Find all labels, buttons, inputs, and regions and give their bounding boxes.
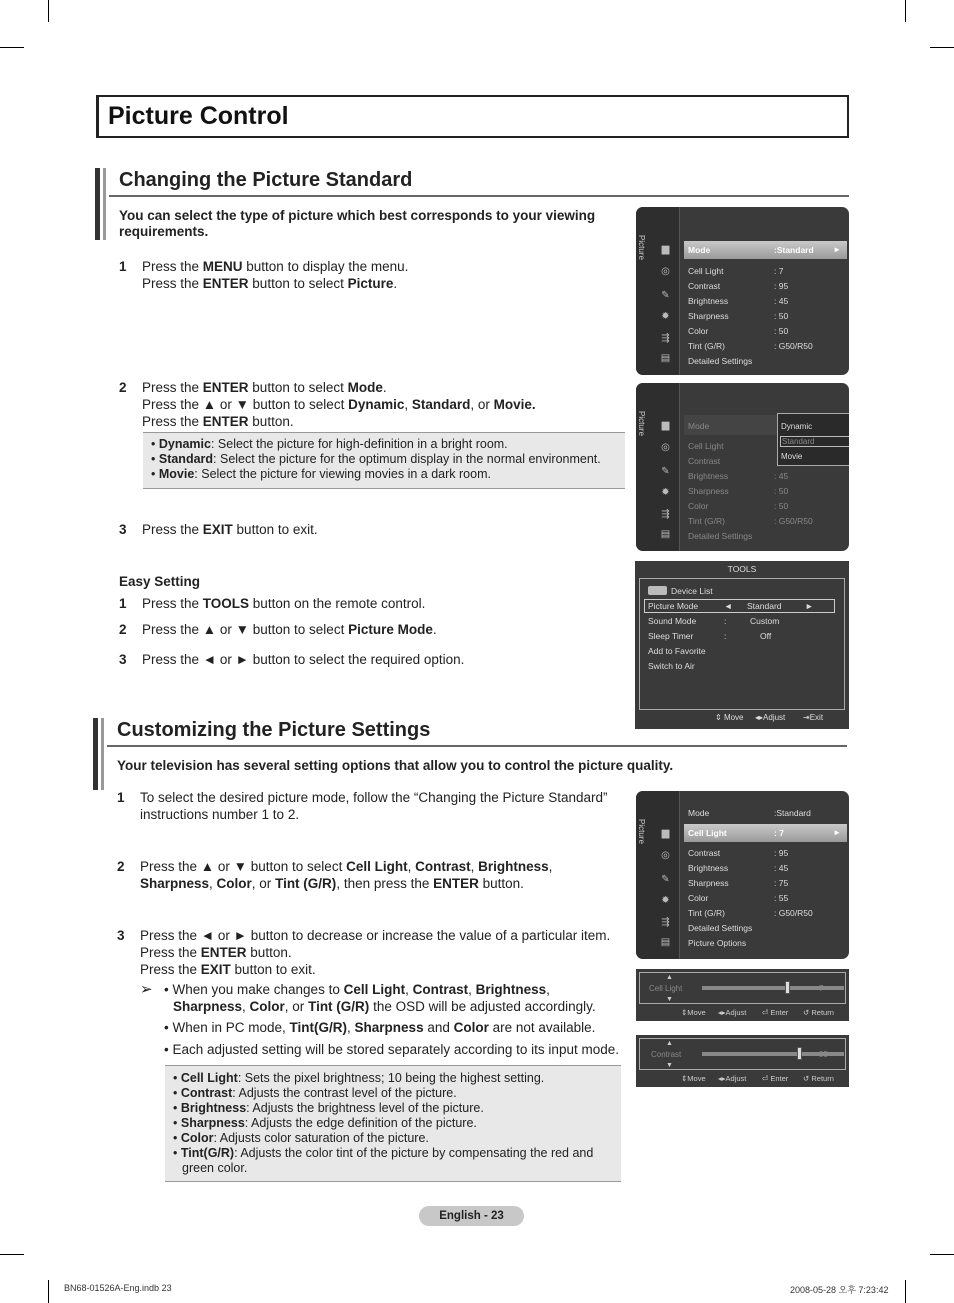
osd-menu-row[interactable]: Brightness : 45: [688, 471, 789, 481]
osd-menu-row[interactable]: Cell Light : 7: [688, 266, 784, 276]
app-icon: ▤: [660, 353, 671, 364]
section2-title: Customizing the Picture Settings: [117, 719, 431, 741]
step-number: 1: [119, 596, 127, 611]
section-marker: [101, 718, 104, 790]
right-arrow-icon: ►: [833, 245, 841, 254]
osd-menu-row[interactable]: Sharpness : 50: [688, 311, 789, 321]
setup-icon: ✹: [661, 487, 670, 498]
dropdown-option[interactable]: Movie: [781, 452, 803, 461]
return-hint: ↺ Return: [803, 1074, 834, 1083]
setup-icon: ✹: [661, 311, 670, 322]
osd-mode-dropdown-menu: [636, 383, 849, 551]
move-hint: ⇕ Move: [715, 713, 744, 722]
step-number: 2: [119, 622, 127, 637]
step-number: 2: [117, 859, 125, 874]
channel-icon: ✎: [661, 466, 670, 477]
section2-intro: Your television has several setting options that allow you to control the picture quality.: [117, 758, 674, 773]
step-text: Press the ◄ or ► button to decrease or increase the value of a particular item. Press the ENTER button. Press the EXIT button to exit.: [140, 928, 611, 977]
osd-menu-row[interactable]: Cell Light: [688, 441, 724, 451]
osd-cell-light-row[interactable]: Cell Light : 7: [688, 828, 784, 838]
bar-value: 95: [819, 1050, 828, 1059]
picture-icon: ▆: [661, 828, 670, 839]
picture-icon: ▆: [661, 420, 670, 431]
tools-menu: [635, 561, 849, 729]
input-icon: ⇶: [661, 333, 670, 344]
step-number: 1: [117, 790, 125, 805]
osd-menu-row[interactable]: Detailed Settings: [688, 923, 753, 933]
osd-menu-row[interactable]: Tint (G/R) : G50/R50: [688, 341, 813, 351]
file-name: BN68-01526A-Eng.indb 23: [64, 1283, 172, 1293]
right-arrow-icon: ►: [805, 601, 814, 611]
enter-hint: ⏎ Enter: [762, 1074, 789, 1083]
sound-icon: ◎: [661, 442, 670, 453]
colon-separator: :: [724, 631, 727, 641]
switch-air-item[interactable]: Switch to Air: [648, 661, 695, 671]
osd-menu-row[interactable]: Detailed Settings: [688, 531, 753, 541]
osd-mode-row: Mode :Standard: [688, 808, 811, 818]
osd-menu-row[interactable]: Detailed Settings: [688, 356, 753, 366]
step-text: Press the ▲ or ▼ button to select Picture Mode.: [142, 622, 437, 637]
osd-menu-row[interactable]: Sharpness : 50: [688, 486, 789, 496]
contrast-adjust-bar: [636, 1035, 849, 1087]
app-icon: ▤: [660, 937, 671, 948]
note-arrow-icon: ➢: [140, 981, 153, 998]
sleep-timer-item[interactable]: Sleep Timer: [648, 631, 694, 641]
move-hint: ⇕Move: [681, 1008, 706, 1017]
page-number: English - 23: [419, 1206, 524, 1226]
step-text: Press the ▲ or ▼ button to select Cell Light, Contrast, Brightness, Sharpness, Color, or Tint (G/R), then press the ENTER button.: [140, 859, 553, 891]
dropdown-option[interactable]: Dynamic: [781, 422, 813, 431]
device-list-item[interactable]: Device List: [671, 586, 713, 596]
dropdown-option-selected[interactable]: Standard: [780, 436, 849, 447]
mode-dropdown[interactable]: [777, 413, 849, 466]
step-text: Press the TOOLS button on the remote control.: [142, 596, 426, 611]
osd-menu-row[interactable]: Color : 50: [688, 326, 789, 336]
step-number: 3: [117, 928, 125, 943]
cell-light-adjust-bar: [636, 969, 849, 1021]
anynet-icon: [648, 586, 667, 595]
app-icon: ▤: [660, 529, 671, 540]
divider: [109, 195, 849, 197]
osd-menu-row[interactable]: Color : 55: [688, 893, 789, 903]
osd-menu-row[interactable]: Tint (G/R) : G50/R50: [688, 908, 813, 918]
step-number: 3: [119, 522, 127, 537]
setup-icon: ✹: [661, 895, 670, 906]
osd-side-label: Picture: [637, 819, 646, 844]
note-text: • Each adjusted setting will be stored separately according to its input mode.: [164, 1042, 619, 1057]
bar-label: Cell Light: [649, 984, 683, 993]
add-favorite-item[interactable]: Add to Favorite: [648, 646, 706, 656]
input-icon: ⇶: [661, 917, 670, 928]
osd-menu-row[interactable]: Tint (G/R) : G50/R50: [688, 516, 813, 526]
osd-menu-row[interactable]: Contrast: [688, 456, 721, 466]
picture-mode-value: Standard: [747, 601, 782, 611]
channel-icon: ✎: [661, 874, 670, 885]
move-hint: ⇕Move: [681, 1074, 706, 1083]
section-marker: [93, 718, 98, 790]
settings-note-box: • Cell Light: Sets the pixel brightness; 10 being the highest setting. • Contrast: Adjusts the contrast level of the picture. • Brightness: Adjusts the brightness level of the picture. • Sharpness: Adjusts the edge definition of the picture. • Color: Adjusts color saturation of the picture. • Tint(G/R): Adjusts the color tint of the picture by compensating the red and green color.: [165, 1065, 621, 1182]
adjust-hint: ◂▸Adjust: [718, 1008, 747, 1017]
osd-cell-light-menu: [636, 791, 849, 959]
down-arrow-icon: ▼: [666, 996, 673, 1003]
colon-separator: :: [724, 616, 727, 626]
picture-mode-label: Picture Mode: [648, 601, 699, 611]
osd-menu-row[interactable]: Contrast : 95: [688, 848, 789, 858]
picture-icon: ▆: [661, 244, 670, 255]
osd-menu-row[interactable]: Sharpness : 75: [688, 878, 789, 888]
sound-icon: ◎: [661, 266, 670, 277]
bar-label: Contrast: [651, 1050, 682, 1059]
page-title: Picture Control: [108, 102, 289, 130]
step-number: 1: [119, 259, 127, 274]
sleep-timer-value: Off: [760, 631, 772, 641]
section1-title: Changing the Picture Standard: [119, 169, 413, 191]
osd-mode-row[interactable]: Mode :Standard: [688, 245, 814, 255]
step-text: To select the desired picture mode, follow the “Changing the Picture Standard” instructions number 1 to 2.: [140, 790, 608, 822]
section-marker: [103, 168, 106, 240]
osd-side-label: Picture: [637, 235, 646, 260]
page-title-box: [96, 95, 849, 138]
osd-menu-row[interactable]: Color : 50: [688, 501, 789, 511]
up-arrow-icon: ▲: [666, 1040, 673, 1047]
note-text: • When in PC mode, Tint(G/R), Sharpness and Color are not available.: [164, 1020, 596, 1035]
step-text: Press the ENTER button to select Mode. Press the ▲ or ▼ button to select Dynamic, Standard, or Movie. Press the ENTER button.: [142, 380, 536, 429]
channel-icon: ✎: [661, 290, 670, 301]
osd-menu-row[interactable]: Contrast : 95: [688, 281, 789, 291]
adjust-hint: ◂▸Adjust: [718, 1074, 747, 1083]
bar-value: 7: [819, 984, 824, 993]
input-icon: ⇶: [661, 509, 670, 520]
step-text: Press the MENU button to display the menu. Press the ENTER button to select Picture.: [142, 259, 409, 291]
step-text: Press the EXIT button to exit.: [142, 522, 318, 537]
osd-menu-row[interactable]: Brightness : 45: [688, 296, 789, 306]
right-arrow-icon: ►: [833, 828, 841, 837]
up-arrow-icon: ▲: [666, 974, 673, 981]
return-hint: ↺ Return: [803, 1008, 834, 1017]
step-number: 2: [119, 380, 127, 395]
sound-icon: ◎: [661, 850, 670, 861]
slider-knob[interactable]: [797, 1047, 802, 1060]
print-date: 2008-05-28 오후 7:23:42: [790, 1285, 889, 1295]
osd-side-label: Picture: [637, 411, 646, 436]
sound-mode-item[interactable]: Sound Mode: [648, 616, 697, 626]
osd-menu-row[interactable]: Brightness : 45: [688, 863, 789, 873]
osd-picture-menu: [636, 207, 849, 375]
left-arrow-icon: ◄: [724, 601, 733, 611]
enter-hint: ⏎ Enter: [762, 1008, 789, 1017]
easy-setting-title: Easy Setting: [119, 574, 201, 589]
exit-hint: ⇥Exit: [803, 713, 824, 722]
adjust-hint: ◂▸Adjust: [755, 713, 786, 722]
section1-intro: You can select the type of picture which best corresponds to your viewing requirements.: [119, 208, 596, 239]
note-text: • When you make changes to Cell Light, Contrast, Brightness, Sharpness, Color, or Tint (G/R) the OSD will be adjusted accordingly.: [164, 982, 596, 1014]
slider-knob[interactable]: [785, 981, 790, 994]
down-arrow-icon: ▼: [666, 1062, 673, 1069]
divider: [107, 745, 847, 747]
osd-mode-row: Mode: [688, 421, 710, 431]
mode-note-box: • Dynamic: Select the picture for high-definition in a bright room. • Standard: Select the picture for the optimum display in the normal environment. • Movie: Select the picture for viewing movies in a dark room.: [143, 432, 625, 489]
section-marker: [95, 168, 100, 240]
osd-menu-row[interactable]: Picture Options: [688, 938, 747, 948]
step-text: Press the ◄ or ► button to select the required option.: [142, 652, 465, 667]
sound-mode-value: Custom: [750, 616, 780, 626]
step-number: 3: [119, 652, 127, 667]
tools-title: TOOLS: [727, 564, 757, 574]
